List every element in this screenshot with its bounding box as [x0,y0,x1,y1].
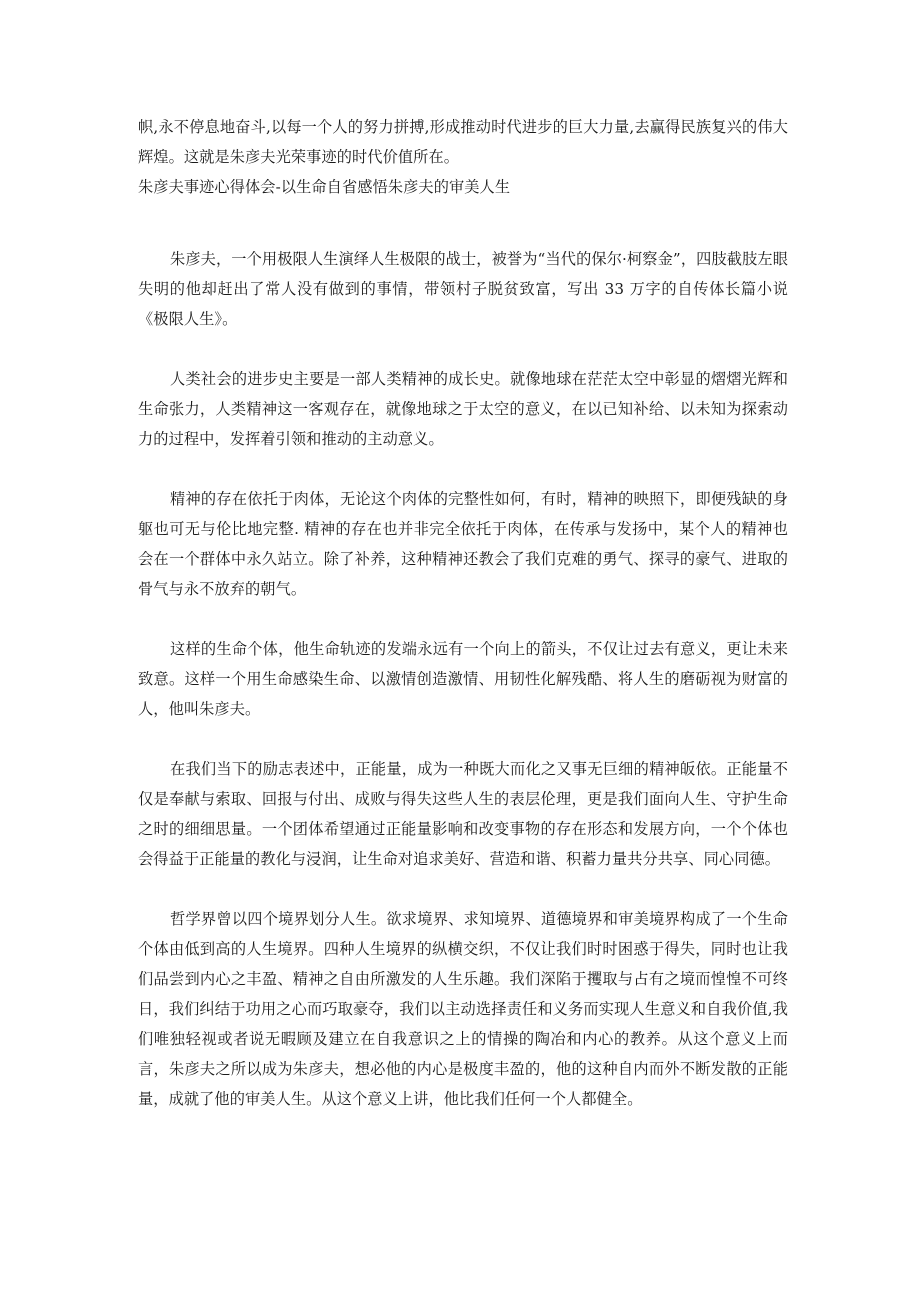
paragraph-3: 精神的存在依托于肉体，无论这个肉体的完整性如何，有时，精神的映照下，即便残缺的身躯也可无与伦比地完整. 精神的存在也并非完全依托于肉体，在传承与发扬中，某个人的精神也会在一个群体中永久站立。除了补养，这种精神还教会了我们克难的勇气、探寻的豪气、进取的骨气与永不放弃的朝气。 [138,490,788,598]
paragraph-4: 这样的生命个体，他生命轨迹的发端永远有一个向上的箭头，不仅让过去有意义，更让未来致意。这样一个用生命感染生命、以激情创造激情、用韧性化解残酷、将人生的磨砺视为财富的人，他叫朱彦夫。 [138,640,788,718]
section-title: 朱彦夫事迹心得体会-以生命自省感悟朱彦夫的审美人生 [138,178,511,196]
intro-paragraph: 帜,永不停息地奋斗,以每一个人的努力拼搏,形成推动时代进步的巨大力量,去赢得民族复兴的伟大辉煌。这就是朱彦夫光荣事迹的时代价值所在。 [138,118,788,166]
document-body [138,112,788,1114]
paragraph-1: 朱彦夫，一个用极限人生演绎人生极限的战士，被誉为“当代的保尔·柯察金”，四肢截肢左眼失明的他却赶出了常人没有做到的事情，带领村子脱贫致富，写出 33 万字的自传体长篇小说《极限人生》。 [138,250,788,328]
paragraph-2: 人类社会的进步史主要是一部人类精神的成长史。就像地球在茫茫太空中彰显的熠熠光辉和生命张力，人类精神这一客观存在，就像地球之于太空的意义，在以已知补给、以未知为探索动力的过程中，发挥着引领和推动的主动意义。 [138,370,788,448]
paragraph-6: 哲学界曾以四个境界划分人生。欲求境界、求知境界、道德境界和审美境界构成了一个生命个体由低到高的人生境界。四种人生境界的纵横交织，不仅让我们时时困惑于得失，同时也让我们品尝到内心之丰盈、精神之自由所激发的人生乐趣。我们深陷于攫取与占有之境而惶惶不可终日，我们纠结于功用之心而巧取豪夺，我们以主动选择责任和义务而实现人生意义和自我价值,我们唯独轻视或者说无暇顾及建立在自我意识之上的情操的陶冶和内心的教养。从这个意义上而言，朱彦夫之所以成为朱彦夫，想必他的内心是极度丰盈的，他的这种自内而外不断发散的正能量，成就了他的审美人生。从这个意义上讲，他比我们任何一个人都健全。 [138,910,788,1108]
paragraph-5: 在我们当下的励志表述中，正能量，成为一种既大而化之又事无巨细的精神皈依。正能量不仅是奉献与索取、回报与付出、成败与得失这些人生的表层伦理，更是我们面向人生、守护生命之时的细细思量。一个团体希望通过正能量影响和改变事物的存在形态和发展方向，一个个体也会得益于正能量的教化与浸润，让生命对追求美好、营造和谐、积蓄力量共分共享、同心同德。 [138,760,788,868]
